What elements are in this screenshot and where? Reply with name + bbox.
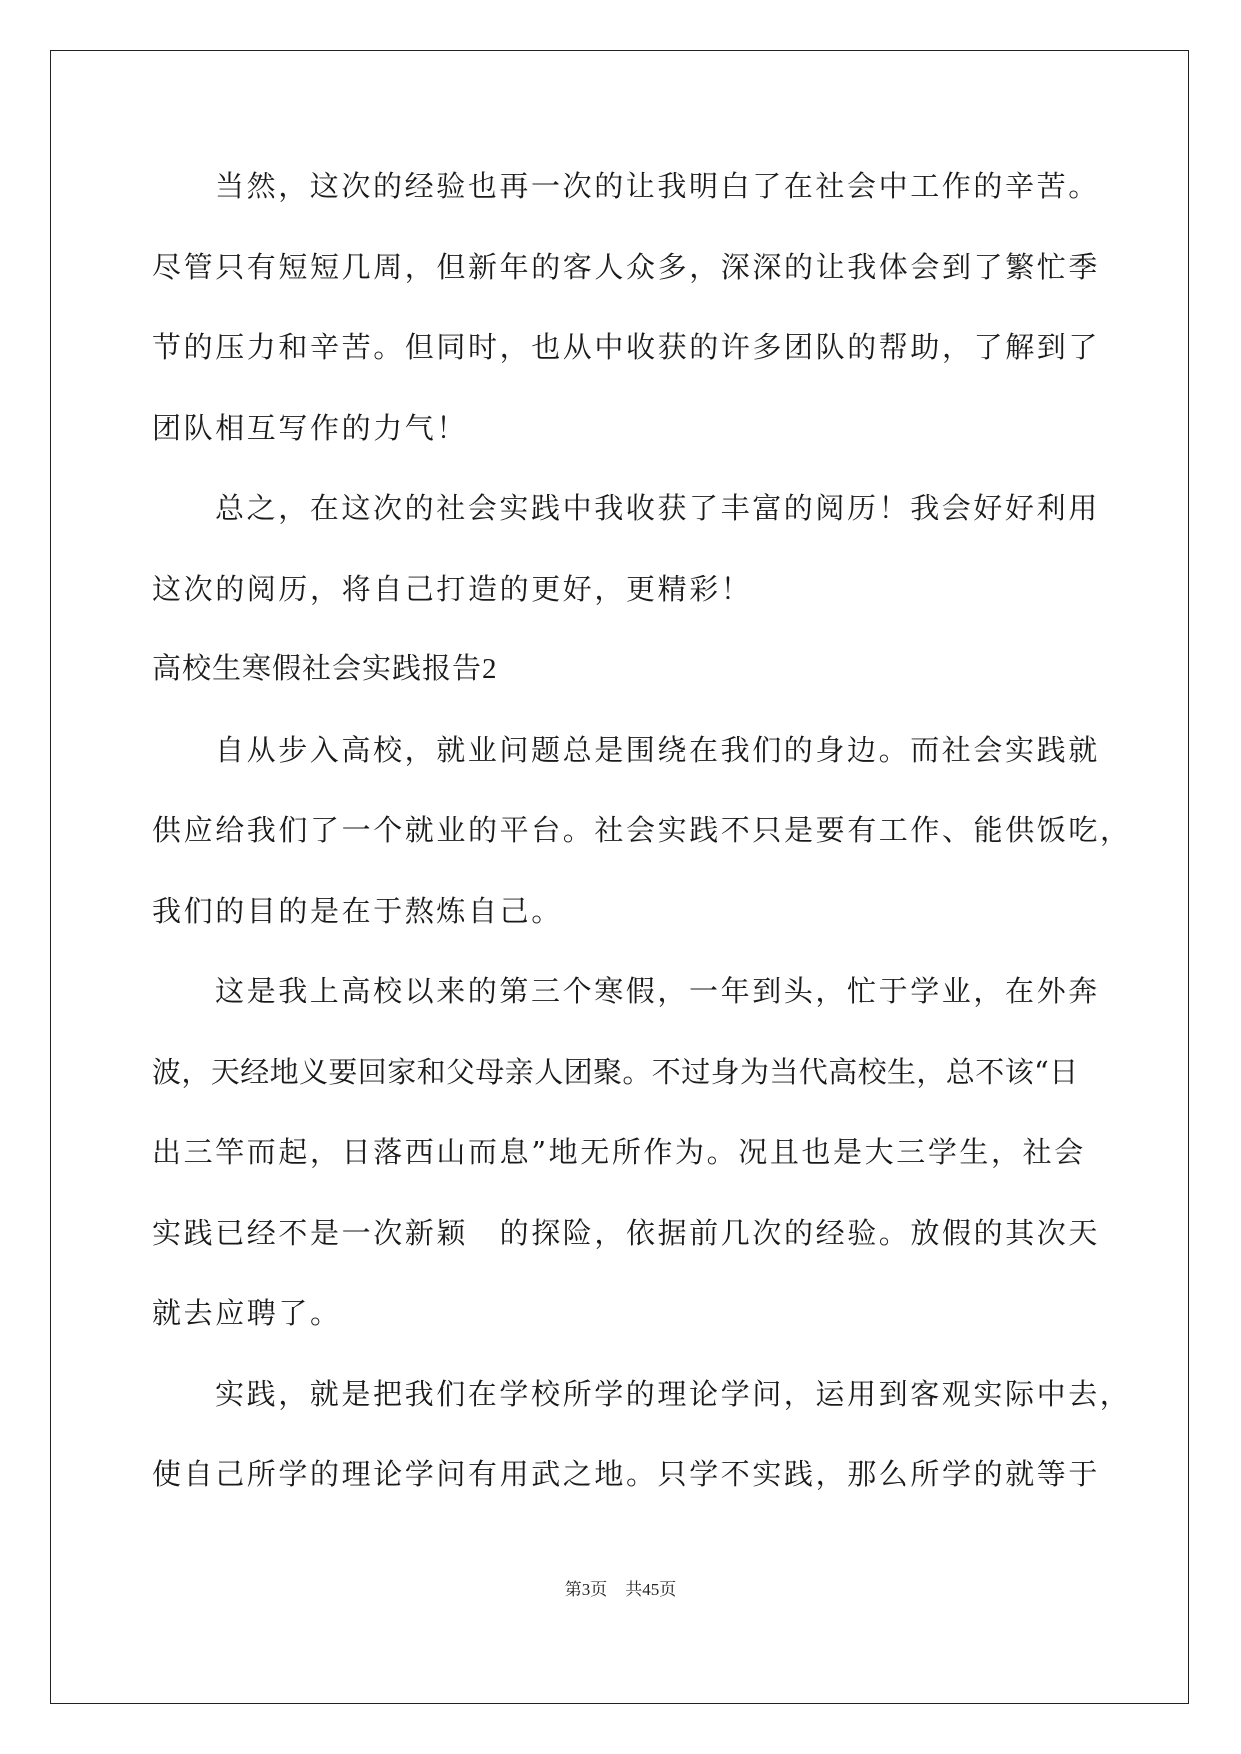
document-body (152, 160, 1132, 1529)
paragraph-line: 这是我上高校以来的第三个寒假，一年到头，忙于学业，在外奔 (215, 974, 1100, 1008)
page-number: 第3页 (564, 1580, 608, 1599)
paragraph-line: 总之，在这次的社会实践中我收获了丰富的阅历！我会好好利用 (215, 491, 1100, 525)
paragraph-line: 自从步入高校，就业问题总是围绕在我们的身边。而社会实践就 (215, 732, 1100, 767)
paragraph-line: 我们的目的是在于熬炼自己。 (152, 893, 563, 928)
paragraph-line: 使自己所学的理论学问有用武之地。只学不实践，那么所学的就等于 (152, 1457, 1101, 1491)
paragraph-line: 波，天经地义要回家和父母亲人团聚。不过身为当代高校生，总不该“日 (152, 1054, 1079, 1089)
paragraph-line: 实践已经不是一次新颖 的探险，依据前几次的经验。放假的其次天 (152, 1215, 1101, 1250)
section-heading: 高校生寒假社会实践报告2 (152, 653, 498, 685)
paragraph-line: 供应给我们了一个就业的平台。社会实践不只是要有工作、能供饭吃， (152, 813, 1132, 847)
paragraph-line: 就去应聘了。 (152, 1296, 342, 1330)
paragraph-line: 当然，这次的经验也再一次的让我明白了在社会中工作的辛苦。 (215, 169, 1100, 203)
paragraph-line: 团队相互写作的力气！ (152, 410, 469, 445)
paragraph-line: 节的压力和辛苦。但同时，也从中收获的许多团队的帮助，了解到了 (152, 330, 1101, 364)
paragraph-line: 尽管只有短短几周，但新年的客人众多，深深的让我体会到了繁忙季 (152, 249, 1101, 284)
page-footer (0, 1575, 1241, 1600)
page-total: 共45页 (625, 1580, 677, 1599)
paragraph-line: 出三竿而起，日落西山而息”地无所作为。况且也是大三学生，社会 (152, 1135, 1086, 1169)
paragraph-line: 实践，就是把我们在学校所学的理论学问，运用到客观实际中去， (215, 1376, 1132, 1411)
paragraph-line: 这次的阅历，将自己打造的更好，更精彩！ (152, 571, 753, 606)
